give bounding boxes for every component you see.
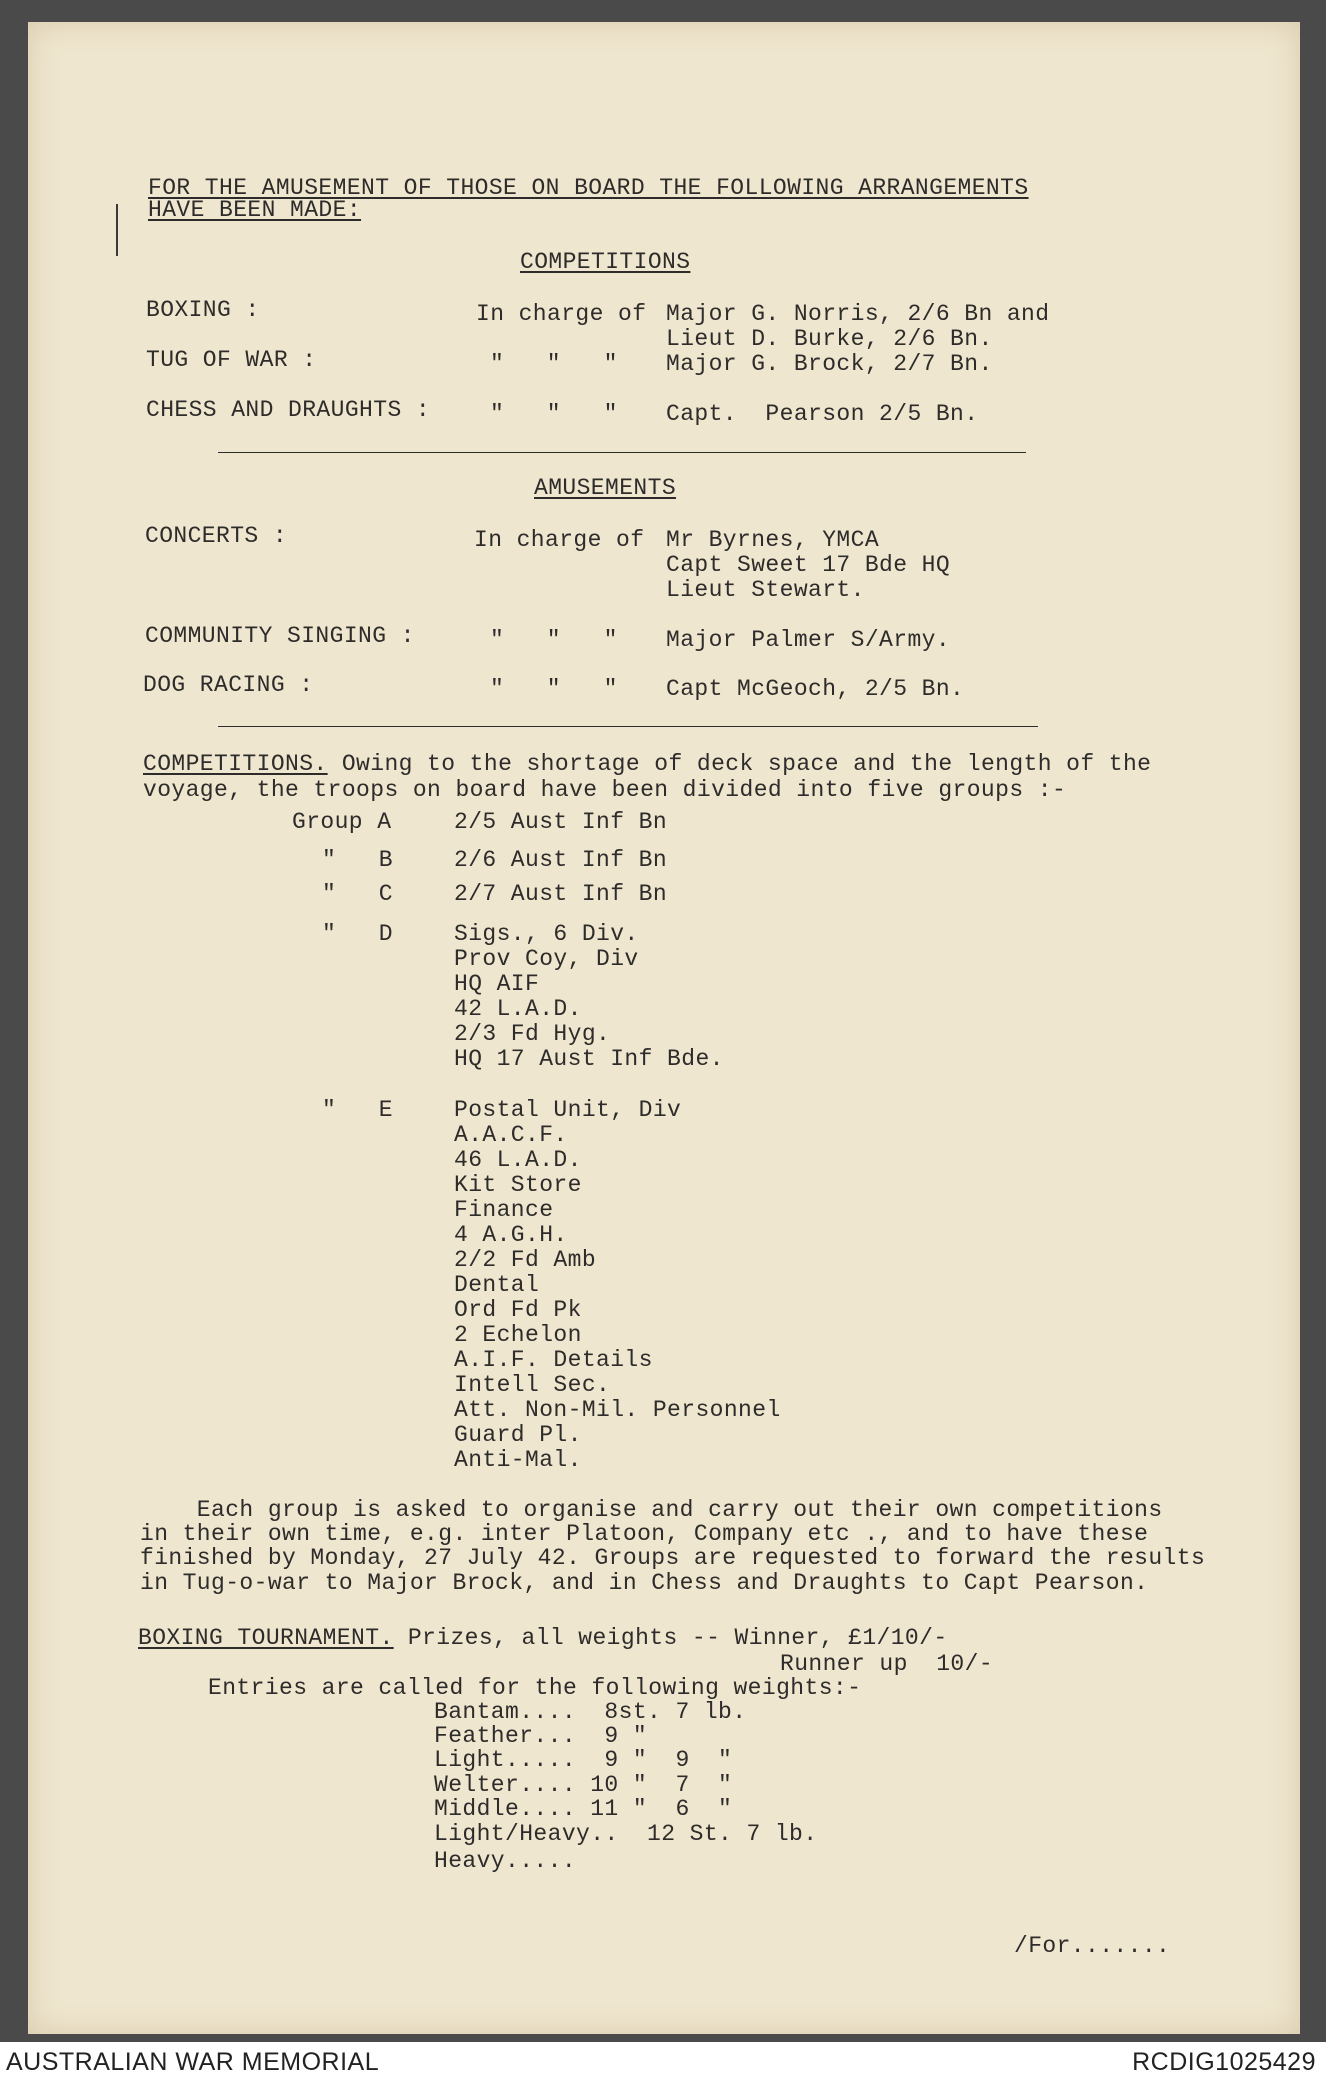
group-e-unit: Dental <box>454 1272 540 1298</box>
group-c-label: " C <box>322 881 394 907</box>
divider-2 <box>218 726 1038 727</box>
instructions-line-1: Each group is asked to organise and carry out their own competitions <box>140 1497 1163 1523</box>
competitions-title: COMPETITIONS <box>520 249 691 275</box>
groups-intro-text: Owing to the shortage of deck space and the length of the <box>327 751 1152 777</box>
group-c-unit: 2/7 Aust Inf Bn <box>454 881 668 907</box>
group-d-unit: HQ AIF <box>454 971 540 997</box>
group-e-unit: A.I.F. Details <box>454 1347 653 1373</box>
chess-officer: Capt. Pearson 2/5 Bn. <box>666 401 979 427</box>
group-e-label: " E <box>322 1097 394 1123</box>
weight-class: Light..... 9 " 9 " <box>434 1747 733 1773</box>
boxing-officer-2: Lieut D. Burke, 2/6 Bn. <box>666 326 993 352</box>
group-e-unit: Guard Pl. <box>454 1422 582 1448</box>
boxing-event: BOXING : <box>146 297 260 323</box>
community-singing-event: COMMUNITY SINGING : <box>145 623 415 649</box>
group-a-unit: 2/5 Aust Inf Bn <box>454 809 668 835</box>
chess-event: CHESS AND DRAUGHTS : <box>146 397 431 423</box>
concerts-organiser-2: Capt Sweet 17 Bde HQ <box>666 552 951 578</box>
dog-racing-officer: Capt McGeoch, 2/5 Bn. <box>666 676 965 702</box>
concerts-charge: In charge of <box>474 527 645 553</box>
boxing-tournament-heading: BOXING TOURNAMENT. <box>138 1625 394 1651</box>
dog-racing-event: DOG RACING : <box>143 672 314 698</box>
concerts-organiser-3: Lieut Stewart. <box>666 577 865 603</box>
weight-class: Welter.... 10 " 7 " <box>434 1772 733 1798</box>
concerts-organiser-1: Mr Byrnes, YMCA <box>666 527 880 553</box>
footer-catalogue-id: RCDIG1025429 <box>1132 2048 1316 2076</box>
group-e-unit: 4 A.G.H. <box>454 1222 568 1248</box>
boxing-tournament-line <box>138 1626 948 1651</box>
group-e-unit: Postal Unit, Div <box>454 1097 682 1123</box>
weight-class: Heavy..... <box>434 1848 577 1874</box>
boxing-charge: In charge of <box>476 301 647 327</box>
boxing-entries: Entries are called for the following weights:- <box>208 1675 862 1701</box>
dog-racing-charge: " " " <box>490 676 618 702</box>
group-e-unit: Intell Sec. <box>454 1372 611 1398</box>
tug-of-war-charge: " " " <box>490 351 618 377</box>
amusements-title: AMUSEMENTS <box>534 475 677 501</box>
boxing-prizes-runner-up: Runner up 10/- <box>780 1651 994 1677</box>
weight-class: Feather... 9 " <box>434 1723 648 1749</box>
group-e-unit: 2/2 Fd Amb <box>454 1247 597 1273</box>
group-e-unit: Anti-Mal. <box>454 1447 582 1473</box>
divider-1 <box>218 452 1026 453</box>
archive-footer <box>0 2042 1326 2082</box>
header-line-1: FOR THE AMUSEMENT OF THOSE ON BOARD THE FOLLOWING ARRANGEMENTS <box>148 175 1029 201</box>
group-e-unit: Att. Non-Mil. Personnel <box>454 1397 781 1423</box>
instructions-line-2: in their own time, e.g. inter Platoon, Company etc ., and to have these <box>140 1521 1149 1547</box>
weight-class: Middle.... 11 " 6 " <box>434 1796 733 1822</box>
weight-class: Light/Heavy.. 12 St. 7 lb. <box>434 1821 818 1847</box>
groups-heading: COMPETITIONS. <box>143 751 328 777</box>
group-d-unit: 42 L.A.D. <box>454 996 582 1022</box>
chess-charge: " " " <box>490 401 618 427</box>
tug-of-war-officer: Major G. Brock, 2/7 Bn. <box>666 351 993 377</box>
groups-intro-line-2: voyage, the troops on board have been divided into five groups :- <box>143 777 1067 803</box>
group-d-unit: HQ 17 Aust Inf Bde. <box>454 1046 724 1072</box>
group-e-unit: 46 L.A.D. <box>454 1147 582 1173</box>
groups-intro-line-1 <box>143 752 1151 777</box>
group-a-label: Group A <box>292 809 392 835</box>
community-singing-officer: Major Palmer S/Army. <box>666 627 951 653</box>
instructions-line-3: finished by Monday, 27 July 42. Groups are requested to forward the results <box>140 1545 1206 1571</box>
group-e-unit: Kit Store <box>454 1172 582 1198</box>
group-d-label: " D <box>322 921 394 947</box>
group-b-unit: 2/6 Aust Inf Bn <box>454 847 668 873</box>
group-e-unit: Ord Fd Pk <box>454 1297 582 1323</box>
header-line-2: HAVE BEEN MADE: <box>148 197 362 223</box>
group-e-unit: 2 Echelon <box>454 1322 582 1348</box>
weight-class: Bantam.... 8st. 7 lb. <box>434 1699 747 1725</box>
community-singing-charge: " " " <box>490 627 618 653</box>
group-b-label: " B <box>322 847 394 873</box>
tug-of-war-event: TUG OF WAR : <box>146 347 317 373</box>
document-page <box>28 22 1300 2034</box>
concerts-event: CONCERTS : <box>145 523 288 549</box>
boxing-officer-1: Major G. Norris, 2/6 Bn and <box>666 301 1050 327</box>
margin-mark <box>116 204 118 256</box>
group-d-unit: Prov Coy, Div <box>454 946 639 972</box>
boxing-prizes-winner: Prizes, all weights -- Winner, £1/10/- <box>393 1625 948 1651</box>
footer-institution: AUSTRALIAN WAR MEMORIAL <box>6 2048 380 2076</box>
group-e-unit: A.A.C.F. <box>454 1122 568 1148</box>
group-d-unit: Sigs., 6 Div. <box>454 921 639 947</box>
continuation-mark: /For....... <box>1014 1933 1171 1959</box>
group-d-unit: 2/3 Fd Hyg. <box>454 1021 611 1047</box>
instructions-line-4: in Tug-o-war to Major Brock, and in Chess and Draughts to Capt Pearson. <box>140 1570 1149 1596</box>
group-e-unit: Finance <box>454 1197 554 1223</box>
